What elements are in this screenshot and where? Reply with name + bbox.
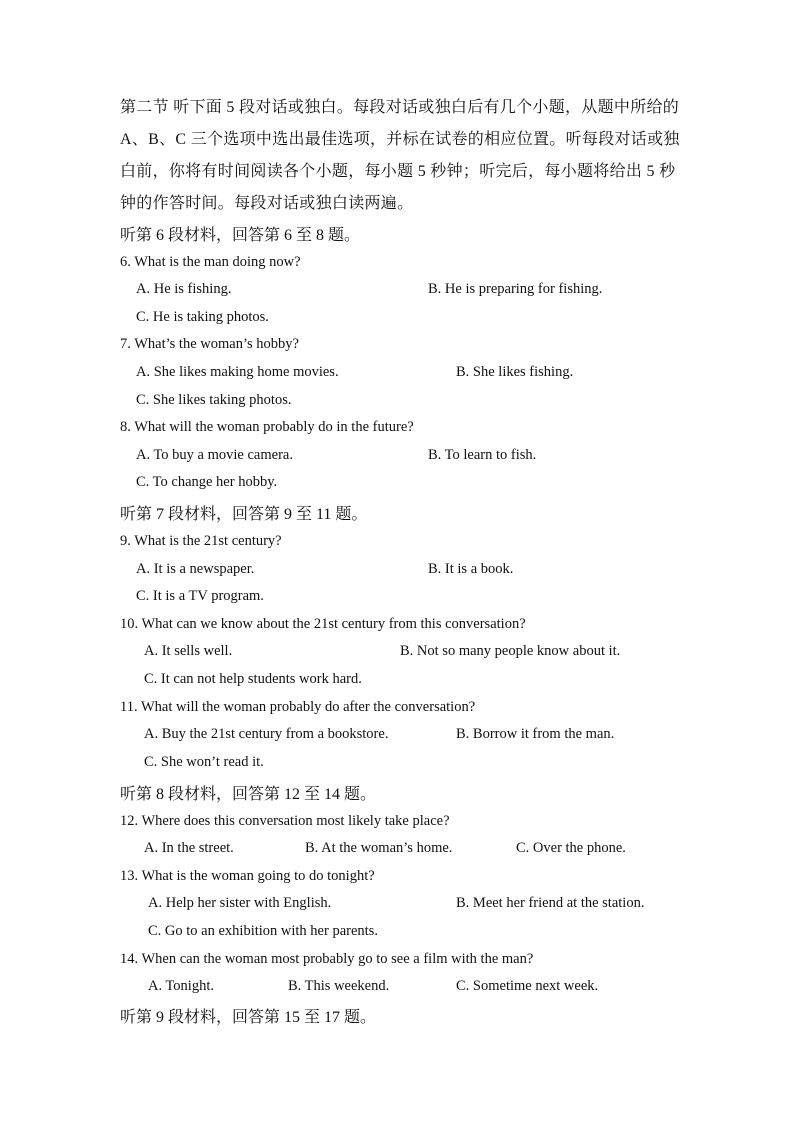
question-12-option-b: B. At the woman’s home.: [305, 840, 453, 856]
question-12-option-a: A. In the street.: [144, 840, 234, 856]
section-header-8: 听第 8 段材料，回答第 12 至 14 题。: [120, 786, 377, 803]
question-9-option-a: A. It is a newspaper.: [136, 561, 255, 577]
question-9-option-b: B. It is a book.: [428, 561, 514, 577]
question-12-option-c: C. Over the phone.: [516, 840, 626, 856]
question-10-option-a: A. It sells well.: [144, 643, 233, 659]
section-header-6: 听第 6 段材料，回答第 6 至 8 题。: [120, 227, 361, 244]
question-7: 7. What’s the woman’s hobby?: [120, 336, 299, 352]
question-8-option-c: C. To change her hobby.: [136, 474, 278, 490]
question-9-option-c: C. It is a TV program.: [136, 588, 264, 604]
section-instructions: 第二节 听下面 5 段对话或独白。每段对话或独白后有几个小题，从题中所给的 A、B、C 三个选项中选出最佳选项，并标在试卷的相应位置。听每段对话或独白前，你将有时间阅读各个小题，每小题 5 秒钟；听完后，每小题将给出 5 秒钟的作答时间。每段对话或独白读两遍。: [120, 99, 680, 212]
question-6-option-b: B. He is preparing for fishing.: [428, 281, 603, 297]
question-13-option-b: B. Meet her friend at the station.: [456, 895, 645, 911]
question-6-option-c: C. He is taking photos.: [136, 309, 269, 325]
question-13-option-a: A. Help her sister with English.: [148, 895, 332, 911]
section-header-9: 听第 9 段材料，回答第 15 至 17 题。: [120, 1009, 377, 1026]
question-11-option-b: B. Borrow it from the man.: [456, 726, 615, 742]
question-7-option-a: A. She likes making home movies.: [136, 364, 339, 380]
question-7-option-c: C. She likes taking photos.: [136, 392, 292, 408]
question-6: 6. What is the man doing now?: [120, 254, 301, 270]
question-9: 9. What is the 21st century?: [120, 533, 282, 549]
question-13-option-c: C. Go to an exhibition with her parents.: [148, 923, 378, 939]
question-14-option-a: A. Tonight.: [148, 978, 214, 994]
question-8-option-b: B. To learn to fish.: [428, 447, 537, 463]
question-11-option-a: A. Buy the 21st century from a bookstore.: [144, 726, 389, 742]
question-7-option-b: B. She likes fishing.: [456, 364, 574, 380]
question-14-option-b: B. This weekend.: [288, 978, 390, 994]
section-header-7: 听第 7 段材料，回答第 9 至 11 题。: [120, 506, 368, 523]
question-10-option-c: C. It can not help students work hard.: [144, 671, 362, 687]
question-6-option-a: A. He is fishing.: [136, 281, 232, 297]
question-12: 12. Where does this conversation most likely take place?: [120, 813, 450, 829]
question-10: 10. What can we know about the 21st century from this conversation?: [120, 616, 526, 632]
question-14-option-c: C. Sometime next week.: [456, 978, 599, 994]
question-8-option-a: A. To buy a movie camera.: [136, 447, 293, 463]
question-10-option-b: B. Not so many people know about it.: [400, 643, 621, 659]
question-8: 8. What will the woman probably do in the future?: [120, 419, 414, 435]
question-11: 11. What will the woman probably do after the conversation?: [120, 699, 476, 715]
question-13: 13. What is the woman going to do tonight?: [120, 868, 375, 884]
question-14: 14. When can the woman most probably go to see a film with the man?: [120, 951, 534, 967]
question-11-option-c: C. She won’t read it.: [144, 754, 264, 770]
